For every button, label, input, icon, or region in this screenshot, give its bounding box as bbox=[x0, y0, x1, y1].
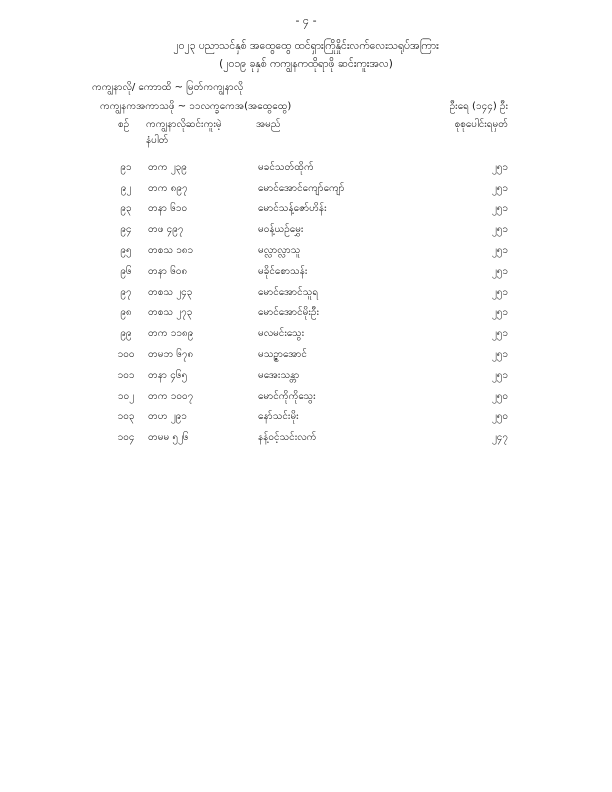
roll-number: တက ၁၁၈၉ bbox=[148, 328, 194, 340]
student-name: မလ္လာလ္လာသူ bbox=[258, 245, 301, 257]
total-marks: ၂၅၁ bbox=[491, 224, 508, 236]
row-number: ၉၉ bbox=[120, 328, 132, 340]
table-row bbox=[104, 219, 508, 240]
total-marks: ၂၅၀ bbox=[491, 390, 508, 402]
row-number: ၉၄ bbox=[120, 224, 132, 236]
roll-number: တမဘ ၆၇၈ bbox=[148, 349, 194, 361]
student-name: မောင်ကိုကိုသွေး bbox=[258, 390, 316, 402]
total-marks: ၂၅၁ bbox=[491, 203, 508, 215]
row-number: ၁၀၁ bbox=[117, 369, 135, 381]
row-number: ၁၀၀ bbox=[117, 349, 135, 361]
column-header-no: စဉ် bbox=[118, 119, 130, 130]
roll-number: တနာ ၆၀၈ bbox=[148, 265, 188, 277]
total-marks: ၂၄၇ bbox=[491, 432, 508, 444]
township-line: ကကျွနာလို/ ကောာထိ ~ မြတ်ကကျွနာလို bbox=[92, 82, 244, 93]
total-marks: ၂၅၁ bbox=[491, 182, 508, 194]
total-marks: ၂၅၁ bbox=[491, 245, 508, 257]
document-title: ၂၀၂၃ ပညာသင်နှစ် အထွေထွေ ထင်ရှားကြိုနှိုင်းလက်လေးသရုပ်အကြား bbox=[173, 40, 439, 52]
table-row bbox=[104, 261, 508, 282]
student-name: နန့်ဝင့်သင်းလက် bbox=[258, 432, 317, 444]
total-marks: ၂၅၁ bbox=[491, 349, 508, 361]
roll-number: တဖ ၄၉၇ bbox=[148, 224, 184, 236]
roll-number: တက ၁၀၀၇ bbox=[148, 390, 194, 402]
roll-number: တက ၈၉၇ bbox=[148, 182, 188, 194]
row-number: ၁၀၂ bbox=[117, 390, 135, 402]
results-table bbox=[104, 157, 508, 448]
table-row bbox=[104, 303, 508, 324]
total-count: ဦးရေ (၁၄၄) ဦး bbox=[449, 101, 508, 112]
roll-number: တစသ ၁၈၁ bbox=[148, 245, 194, 257]
total-marks: ၂၅၁ bbox=[491, 265, 508, 277]
total-marks: ၂၅၁ bbox=[491, 161, 508, 173]
student-name: မအေးသန္တာ bbox=[258, 369, 300, 381]
row-number: ၁၀၃ bbox=[117, 411, 135, 423]
page-number: - ၄ - bbox=[295, 14, 317, 27]
column-header-name: အမည် bbox=[256, 119, 281, 130]
column-header-roll: ကကျွနာလိုဆင်းကူးမဲ့ bbox=[146, 119, 222, 130]
row-number: ၁၀၄ bbox=[117, 432, 135, 444]
roll-number: တစသ ၂၇၃ bbox=[148, 307, 193, 319]
row-number: ၉၁ bbox=[120, 161, 132, 173]
table-row bbox=[104, 407, 508, 428]
column-header-roll-sub: နံပါတ် bbox=[146, 135, 169, 146]
total-marks: ၂၅၁ bbox=[491, 328, 508, 340]
student-name: မောင်အောင်ကျော်ကျော် bbox=[258, 182, 345, 194]
roll-number: တဟ ၂၉၁ bbox=[148, 411, 187, 423]
roll-number: တနာ ၆၁၀ bbox=[148, 203, 188, 215]
results-table-body bbox=[104, 157, 508, 448]
table-row bbox=[104, 365, 508, 386]
row-number: ၉၈ bbox=[120, 307, 132, 319]
total-marks: ၂၅၁ bbox=[491, 307, 508, 319]
roll-number: တမမ ၅၂၆ bbox=[148, 432, 189, 444]
roll-number: တစသ ၂၄၃ bbox=[148, 286, 193, 298]
total-marks: ၂၅၁ bbox=[491, 369, 508, 381]
student-name: နော်သင်းမိုး bbox=[258, 411, 299, 423]
student-name: မလမင်းသွေး bbox=[258, 328, 305, 340]
table-row bbox=[104, 178, 508, 199]
student-name: မဝန့်ယဉ်မွှေး bbox=[258, 224, 304, 236]
table-row bbox=[104, 386, 508, 407]
table-row bbox=[104, 240, 508, 261]
table-row bbox=[104, 427, 508, 448]
table-row bbox=[104, 157, 508, 178]
row-number: ၉၅ bbox=[120, 245, 132, 257]
student-name: မခင်သတ်ထိုက် bbox=[258, 161, 314, 173]
table-row bbox=[104, 199, 508, 220]
row-number: ၉၃ bbox=[120, 203, 132, 215]
table-row bbox=[104, 323, 508, 344]
table-row bbox=[104, 344, 508, 365]
total-marks: ၂၅၀ bbox=[491, 411, 508, 423]
student-name: မောင်သန့်ဇော်ဟိန်း bbox=[258, 203, 327, 215]
student-name: မခိုင်စောသန်း bbox=[258, 265, 308, 277]
roll-number: တက ၂၃၉ bbox=[148, 161, 187, 173]
row-number: ၉၇ bbox=[120, 286, 132, 298]
row-number: ၉၂ bbox=[120, 182, 132, 194]
roll-number: တနာ ၄၆၅ bbox=[148, 369, 188, 381]
student-name: မောင်အောင်မိုးဦး bbox=[258, 307, 320, 319]
table-row bbox=[104, 282, 508, 303]
student-name: မောင်အောင်သူရ bbox=[258, 286, 319, 298]
student-name: မသဉ္ဇာအောင် bbox=[258, 349, 307, 361]
document-subtitle: (၂၀၁၉ ခုနှစ် ကကျွနကထိုရာဖို ဆင်းကူးအလ) bbox=[219, 58, 393, 70]
total-marks: ၂၅၁ bbox=[491, 286, 508, 298]
column-header-marks: စုစုပေါင်းရမှတ် bbox=[454, 119, 508, 130]
subject-line: ကကျွနကအကာသဖို ~ ၁၁လက္ခကေအ(အထွေထွေ) bbox=[100, 101, 292, 112]
row-number: ၉၆ bbox=[120, 265, 132, 277]
